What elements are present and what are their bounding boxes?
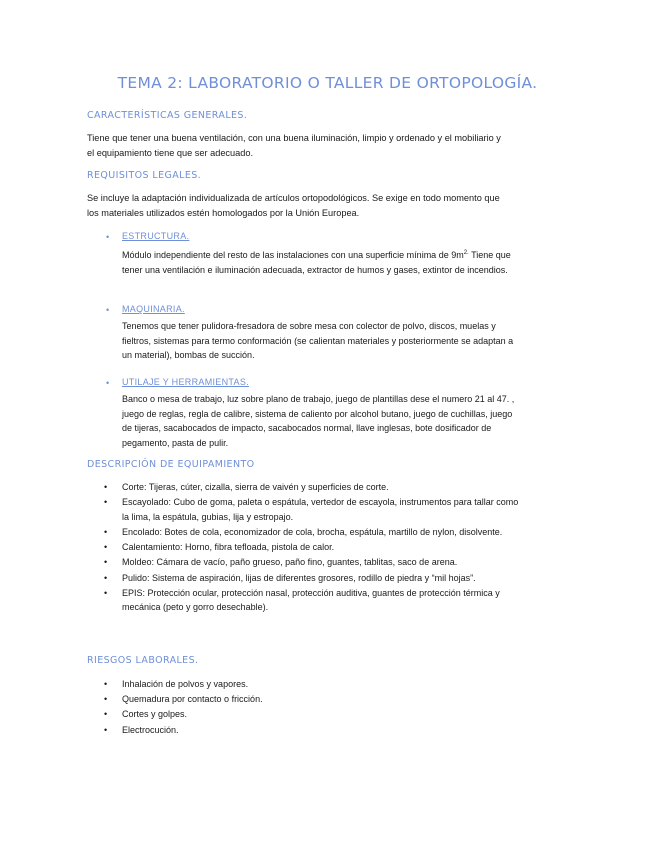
bullet-icon: •: [104, 587, 108, 598]
bullet-icon: •: [106, 305, 110, 315]
heading-equipamiento: DESCRIPCIÓN DE EQUIPAMIENTO: [87, 459, 255, 470]
bullet-icon: •: [104, 694, 108, 705]
bullet-icon: •: [104, 542, 108, 553]
paragraph-requisitos: Se incluye la adaptación individualizada de artículos ortopodológicos. Se exige en todo momento que los materiales utilizados estén homologados por la Unión Europea.: [87, 193, 500, 218]
list-item: • Electrocución.: [104, 723, 524, 738]
list-item: • Quemadura por contacto o fricción.: [104, 692, 524, 707]
list-item: • Encolado: Botes de cola, economizador de cola, brocha, espátula, martillo de nylon, disolvente.: [104, 525, 524, 540]
bullet-icon: •: [106, 378, 110, 388]
bullet-icon: •: [106, 232, 110, 242]
list-item: • Corte: Tijeras, cúter, cizalla, sierra de vaivén y superficies de corte.: [104, 480, 524, 495]
list-item: • EPIS: Protección ocular, protección nasal, protección auditiva, guantes de protección térmica y mecánica (peto y gorro desechable).: [104, 587, 500, 613]
subheading-utilaje: UTILAJE Y HERRAMIENTAS.: [122, 377, 249, 387]
subheading-estructura: ESTRUCTURA.: [122, 231, 190, 241]
bullet-icon: •: [104, 724, 108, 735]
text-maquinaria: Tenemos que tener pulidora-fresadora de sobre mesa con colector de polvo, discos, muelas y fieltros, sistemas para termo conformación (se calientan materiales y posteriormente se adaptan a un material), bombas de succión.: [122, 321, 514, 361]
bullet-icon: •: [104, 572, 108, 583]
list-equipamiento: [104, 480, 524, 616]
bullet-icon: •: [104, 679, 108, 689]
list-item: • Cortes y golpes.: [104, 707, 524, 722]
subheading-maquinaria: MAQUINARIA.: [122, 304, 185, 314]
bullet-icon: •: [104, 497, 108, 508]
bullet-icon: •: [104, 557, 108, 568]
heading-caracteristicas: CARACTERÍSTICAS GENERALES.: [87, 110, 248, 121]
list-item: • Inhalación de polvos y vapores.: [104, 677, 524, 692]
list-item: • Moldeo: Cámara de vacío, paño grueso, paño fino, guantes, tablitas, saco de arena.: [104, 555, 524, 570]
list-item: • Escayolado: Cubo de goma, paleta o espátula, vertedor de escayola, instrumentos para tallar como la lima, la espátula, gubias, lija y estropajo.: [104, 497, 519, 522]
heading-requisitos: REQUISITOS LEGALES.: [87, 170, 202, 181]
bullet-icon: •: [104, 526, 108, 537]
text-estructura: Módulo independiente del resto de las instalaciones con una superficie mínima de $9m^{2.}$ Tiene que tener una ventilación e iluminación adecuada, extractor de humos y gases, extintor de incendios.: [122, 250, 511, 275]
list-item: • Pulido: Sistema de aspiración, lijas de diferentes grosores, rodillo de piedra y “mil hojas”.: [104, 571, 524, 586]
document-title: TEMA 2: LABORATORIO O TALLER DE ORTOPOLOGÍA.: [117, 74, 538, 92]
list-item: • Calentamiento: Horno, fibra tefloada, pistola de calor.: [104, 540, 524, 555]
list-riesgos: [104, 677, 524, 738]
bullet-icon: •: [104, 709, 108, 720]
bullet-icon: •: [104, 482, 108, 492]
text-utilaje: Banco o mesa de trabajo, luz sobre plano de trabajo, juego de plantillas dese el numero 21 al 47. , juego de reglas, regla de calibre, sistema de caliento por alcohol butano, juego de cuchillas, juego de tijeras, sacabocados de impacto, sacabocados normal, llave inglesas, bote dosificador de pegamento, pasta de pulir.: [122, 394, 515, 448]
paragraph-caracteristicas: Tiene que tener una buena ventilación, con una buena iluminación, limpio y ordenado y el mobiliario y el equipamiento tiene que ser adecuado.: [87, 133, 501, 158]
heading-riesgos: RIESGOS LABORALES.: [87, 655, 199, 666]
